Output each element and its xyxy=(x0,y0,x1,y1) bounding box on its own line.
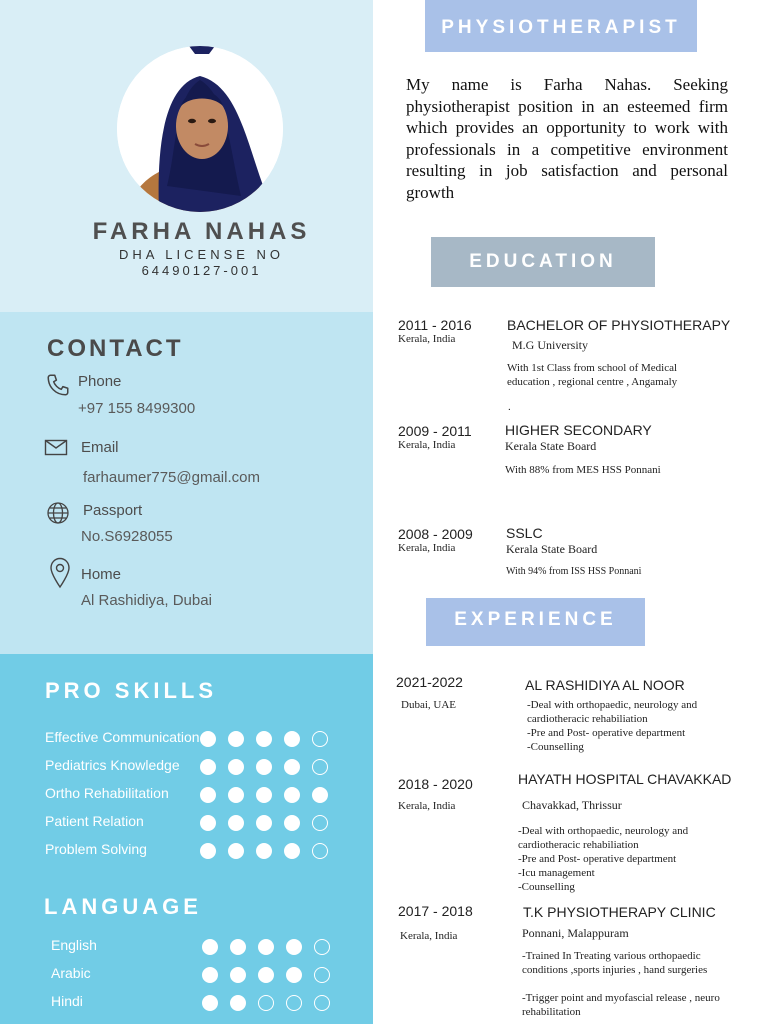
experience-title: HAYATH HOSPITAL CHAVAKKAD xyxy=(518,771,732,787)
rating-dot-filled xyxy=(284,815,300,831)
language-heading: LANGUAGE xyxy=(44,894,202,919)
education-institution: M.G University xyxy=(512,338,588,352)
language-row-rating xyxy=(202,939,330,955)
rating-dot-filled xyxy=(200,731,216,747)
rating-dot-filled xyxy=(284,759,300,775)
experience-duty: -Pre and Post- operative department xyxy=(518,853,677,865)
education-title: HIGHER SECONDARY xyxy=(505,422,652,438)
education-detail: With 94% from ISS HSS Ponnani xyxy=(506,566,642,577)
email-value[interactable]: farhaumer775@gmail.com xyxy=(83,469,260,486)
experience-duty: -Counselling xyxy=(518,881,575,893)
rating-dot-filled xyxy=(256,815,272,831)
language-row-rating xyxy=(202,967,330,983)
experience-location: Kerala, India xyxy=(400,930,458,942)
rating-dot-filled xyxy=(202,967,218,983)
rating-dot-filled xyxy=(230,939,246,955)
location-pin-icon xyxy=(49,557,71,589)
experience-duty: -Deal with orthopaedic, neurology and cardiotheracic rehabiliation xyxy=(518,825,689,851)
experience-duty: -Deal with orthopaedic, neurology and cardiotheracic rehabiliation xyxy=(527,699,698,725)
rating-dot-filled xyxy=(286,967,302,983)
skill-row-rating xyxy=(200,843,328,859)
language-row-rating xyxy=(202,995,330,1011)
language-row xyxy=(51,937,351,957)
rating-dot-filled xyxy=(228,787,244,803)
home-label: Home xyxy=(81,566,122,583)
experience-years: 2018 - 2020 xyxy=(398,776,473,792)
rating-dot-filled xyxy=(256,759,272,775)
education-institution: Kerala State Board xyxy=(506,542,598,556)
skill-row xyxy=(45,757,345,777)
rating-dot-filled xyxy=(200,815,216,831)
phone-label: Phone xyxy=(78,373,122,390)
skills-heading: PRO SKILLS xyxy=(45,678,218,703)
experience-years: 2021-2022 xyxy=(396,674,463,690)
skill-row xyxy=(45,729,345,749)
rating-dot-empty xyxy=(314,939,330,955)
rating-dot-filled xyxy=(284,843,300,859)
experience-duty: -Pre and Post- operative department xyxy=(527,727,686,739)
language-row xyxy=(51,993,351,1013)
skill-row-rating xyxy=(200,759,328,775)
education-detail-extra: . xyxy=(508,401,511,413)
contact-heading: CONTACT xyxy=(47,335,184,362)
rating-dot-filled xyxy=(228,759,244,775)
rating-dot-filled xyxy=(258,967,274,983)
phone-icon xyxy=(45,372,71,398)
education-years: 2008 - 2009 xyxy=(398,526,473,542)
education-detail: With 88% from MES HSS Ponnani xyxy=(505,464,661,476)
education-years: 2011 - 2016 xyxy=(398,317,472,333)
education-years: 2009 - 2011 xyxy=(398,423,472,439)
rating-dot-empty xyxy=(312,815,328,831)
education-location: Kerala, India xyxy=(398,542,456,554)
rating-dot-empty xyxy=(286,995,302,1011)
experience-location: Dubai, UAE xyxy=(401,699,456,711)
rating-dot-empty xyxy=(312,759,328,775)
rating-dot-filled xyxy=(202,995,218,1011)
education-location: Kerala, India xyxy=(398,333,456,345)
passport-label: Passport xyxy=(83,502,143,519)
rating-dot-empty xyxy=(312,843,328,859)
rating-dot-filled xyxy=(200,787,216,803)
rating-dot-filled xyxy=(228,815,244,831)
education-heading: EDUCATION xyxy=(469,251,617,272)
rating-dot-empty xyxy=(314,995,330,1011)
rating-dot-filled xyxy=(286,939,302,955)
skill-row-name: Problem Solving xyxy=(45,841,147,857)
experience-place: Chavakkad, Thrissur xyxy=(522,798,622,812)
skill-row xyxy=(45,813,345,833)
rating-dot-filled xyxy=(312,787,328,803)
experience-duty: -Trigger point and myofascial release , neuro rehabilitation xyxy=(522,992,720,1018)
phone-value[interactable]: +97 155 8499300 xyxy=(78,400,196,417)
skill-row xyxy=(45,841,345,861)
skill-row-rating xyxy=(200,815,328,831)
education-detail: With 1st Class from school of Medical education , regional centre , Angamaly xyxy=(507,362,678,388)
profile-photo xyxy=(117,46,283,212)
license-number: 64490127-001 xyxy=(141,263,262,278)
left-sidebar xyxy=(0,0,373,1024)
rating-dot-filled xyxy=(230,995,246,1011)
skill-row xyxy=(45,785,345,805)
rating-dot-filled xyxy=(284,787,300,803)
home-value: Al Rashidiya, Dubai xyxy=(81,592,212,609)
language-row-name: Arabic xyxy=(51,965,91,981)
skill-row-name: Pediatrics Knowledge xyxy=(45,757,180,773)
rating-dot-filled xyxy=(200,759,216,775)
rating-dot-filled xyxy=(230,967,246,983)
skill-row-name: Effective Communication xyxy=(45,729,200,745)
experience-years: 2017 - 2018 xyxy=(398,903,473,919)
rating-dot-empty xyxy=(312,731,328,747)
language-row xyxy=(51,965,351,985)
rating-dot-filled xyxy=(256,731,272,747)
license-label: DHA LICENSE NO xyxy=(118,247,285,262)
rating-dot-filled xyxy=(284,731,300,747)
language-row-name: English xyxy=(51,937,97,953)
education-location: Kerala, India xyxy=(398,439,456,451)
experience-duty: -Icu management xyxy=(518,867,595,879)
summary-text: My name is Farha Nahas. Seeking physiotherapist position in an esteemed firm which provides an opportunity to work with professionals in a competitive environment resulting in job satisfaction and personal growth xyxy=(406,75,728,202)
envelope-icon xyxy=(44,437,70,463)
skill-row-rating xyxy=(200,731,328,747)
skill-row-name: Ortho Rehabilitation xyxy=(45,785,169,801)
experience-heading: EXPERIENCE xyxy=(454,609,617,630)
experience-place: Ponnani, Malappuram xyxy=(522,926,629,940)
experience-duty: -Counselling xyxy=(527,741,584,753)
rating-dot-filled xyxy=(256,843,272,859)
experience-title: T.K PHYSIOTHERAPY CLINIC xyxy=(523,904,716,920)
job-title: PHYSIOTHERAPIST xyxy=(441,17,681,38)
skill-row-rating xyxy=(200,787,328,803)
experience-duty: -Trained In Treating various orthopaedic conditions ,sports injuries , hand surgeries xyxy=(522,950,708,976)
rating-dot-filled xyxy=(256,787,272,803)
experience-title: AL RASHIDIYA AL NOOR xyxy=(525,677,685,693)
passport-value: No.S6928055 xyxy=(81,528,173,545)
skill-row-name: Patient Relation xyxy=(45,813,144,829)
job-title-banner xyxy=(425,0,697,52)
rating-dot-filled xyxy=(228,843,244,859)
language-row-name: Hindi xyxy=(51,993,83,1009)
full-name: FARHA NAHAS xyxy=(92,218,311,245)
rating-dot-empty xyxy=(258,995,274,1011)
education-institution: Kerala State Board xyxy=(505,439,597,453)
education-title: BACHELOR OF PHYSIOTHERAPY xyxy=(507,317,731,333)
email-label: Email xyxy=(81,439,119,456)
globe-icon xyxy=(46,501,72,527)
experience-location: Kerala, India xyxy=(398,800,456,812)
rating-dot-filled xyxy=(202,939,218,955)
rating-dot-filled xyxy=(228,731,244,747)
rating-dot-filled xyxy=(200,843,216,859)
education-title: SSLC xyxy=(506,525,543,541)
experience-banner xyxy=(426,598,645,646)
rating-dot-filled xyxy=(258,939,274,955)
rating-dot-empty xyxy=(314,967,330,983)
education-banner xyxy=(431,237,655,287)
